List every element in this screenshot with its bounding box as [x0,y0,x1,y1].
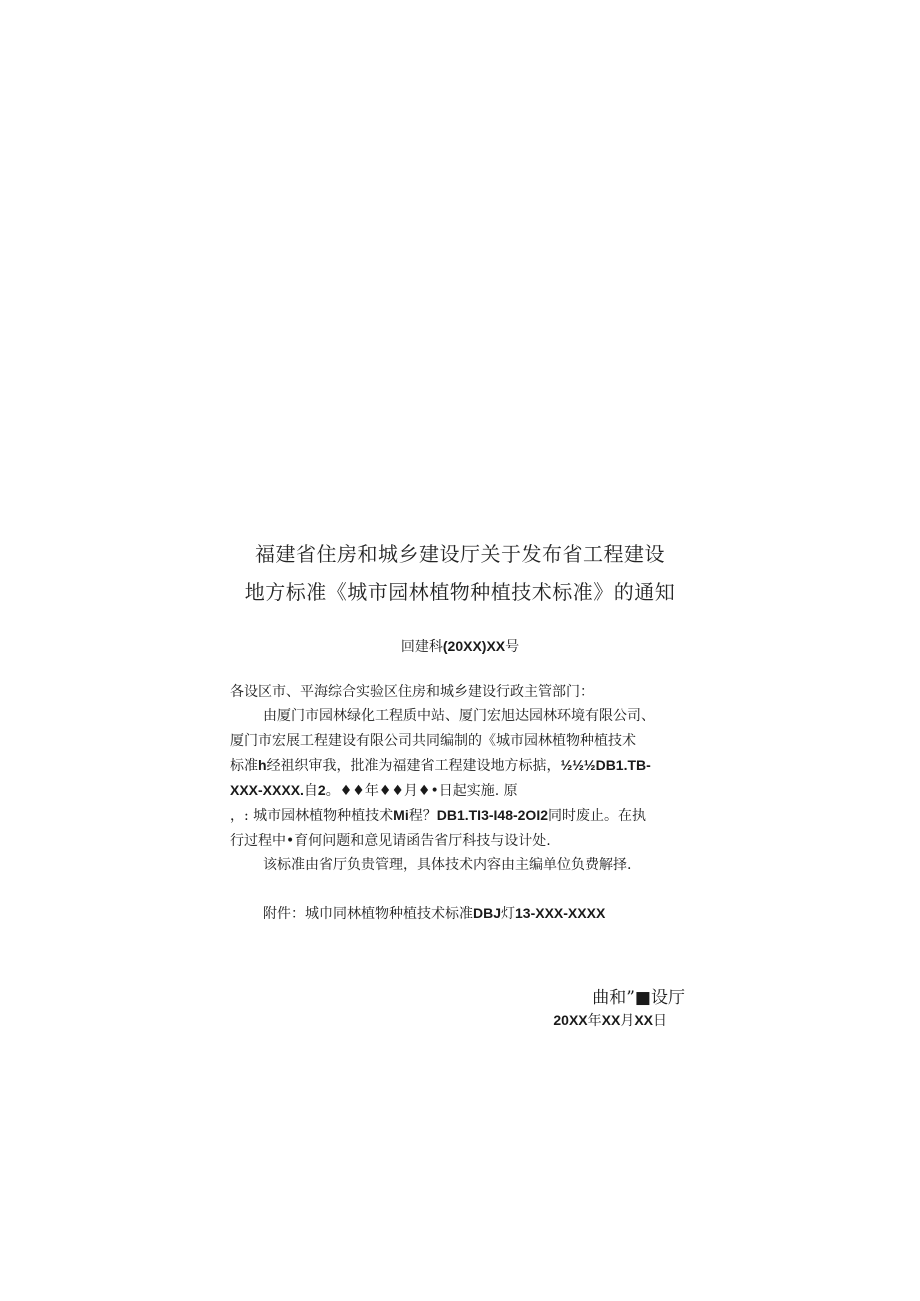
paragraph-1-line-5 [230,803,700,828]
p1-l3-c: 经祖织审我，批准为福建省工程建设地方标掂， [266,757,561,774]
p1-l5-b: Mi [393,807,409,824]
paragraph-2: 该标准由省厅负贵管理，具体技术内容由主编单位负费解择. [263,857,632,874]
attachment-text: 附件：城巾同林植物种植技术标准 [263,906,473,922]
p1-l3-d: ½½½DB1.TB- [560,756,651,773]
doc-number-suffix: 号 [505,639,520,655]
date-month-char: 月 [620,1013,635,1029]
date-year-char: 年 [587,1013,602,1029]
p1-l5-d: DB1.TI3-I48-2OI2 [436,807,548,824]
paragraph-1-line-1: 由厦门市园林绿化工程质中站、厦门宏旭达园林环境有限公司、 [263,708,655,725]
date-day: XX [634,1012,653,1028]
p1-l3-a: 标准 [230,757,258,774]
issue-date [553,1010,667,1030]
title-line-2: 地方标准《城市园林植物种植技术标准》的通知 [244,580,676,604]
paragraph-1-line-6: 行过程中•育何问题和意见请函告省厅科技与设计处. [230,832,551,849]
body-text [230,680,700,877]
document-number [0,636,920,656]
date-month: XX [601,1012,621,1028]
p1-l4-a: XXX-XXXX. [230,782,304,799]
p1-l4-b: 自 [303,783,318,800]
attachment-code-2: 13-XXX-XXXX [515,905,606,921]
p1-l5-a: ，: 城市园林植物种植技术 [230,808,394,825]
paragraph-1-line-2: 厦门市宏展工程建设有限公司共同编制的《城市园林植物种植技术 [230,732,636,749]
attachment-code: DBJ [473,905,502,921]
p1-l3-b: h [258,756,267,773]
attachment-mid: 灯 [501,906,516,922]
salutation: 各设区市、平海综合实验区住房和城乡建设行政主管部门： [230,684,594,700]
p1-l4-d: 。♦♦年♦♦月♦•日起实施. 原 [325,783,518,800]
p1-l5-c: 程？ [408,808,437,825]
paragraph-1-line-4 [230,778,700,803]
doc-number-prefix: 回建科 [400,639,443,655]
title-line-1: 福建省住房和城乡建设厅关于发布省工程建设 [255,542,665,566]
paragraph-1-line-3 [230,753,700,778]
date-year: 20XX [553,1012,588,1028]
date-day-char: 日 [653,1013,667,1029]
issuer-signature: 曲和”■设厅 [592,988,685,1008]
doc-number-code: (20XX)XX [442,638,506,654]
attachment-line [263,903,605,923]
p1-l5-e: 同时废止。在执 [548,808,646,825]
p1-l4-c: 2 [317,782,326,799]
